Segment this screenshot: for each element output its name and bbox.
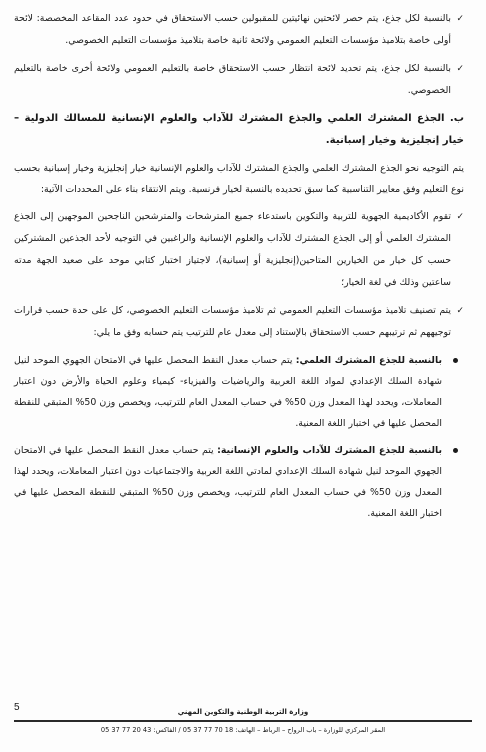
bullet-dot-icon — [453, 358, 458, 363]
check-item-written-exam — [14, 206, 464, 294]
check-mark-icon: ✓ — [456, 306, 464, 316]
section-b-intro: يتم التوجيه نحو الجذع المشترك العلمي والجذع المشترك للآداب والعلوم الإنسانية خيار إنجليزية وخيار إسبانية بحسب نوع التعليم وفق معايير التناسبية كما سبق تحديده بالنسبة لخيار فرنسية. ويتم الانتقاء بناء على المحددات الآتية: — [14, 163, 464, 195]
bullet-item-text: يتم حساب معدل النقط المحصل عليها في الامتحان الجهوي الموحد لنيل شهادة السلك الإعدادي لمادتي اللغة العربية والاجتماعيات دون اعتبار المعاملات، ويحدد لهذا المعدل وزن 50% في حساب المعدل العام للترتيب، ويخصص وزن 50% المتبقي للنقطة المحصل عليها في اختبار اللغة المعنية. — [14, 445, 442, 519]
bullet-item-body — [14, 350, 442, 434]
check-item-text: تقوم الأكاديمية الجهوية للتربية والتكوين باستدعاء جميع المترشحات والمترشحين الناجحين الموجهين إلى الجذع المشترك العلمي أو إلى الجذع المشترك للآداب والعلوم الإنسانية والراغبين في التوجيه لأحد الجذعين المشتركين حسب كل خيار من الخيارين المتاحين(إنجليزية أو إسبانية)، لاجتياز اختبار كتابي موحد على صعيد الجهة مدته ساعتين وذلك في لغة الخيار؛ — [14, 211, 451, 288]
check-item-waiting-list — [14, 58, 464, 102]
check-mark-icon: ✓ — [456, 64, 464, 74]
footer-ministry-name: وزارة التربية الوطنية والتكوين المهني — [177, 708, 309, 716]
bullet-item-lead: بالنسبة للجذع المشترك العلمي: — [295, 355, 442, 366]
section-b-heading: ب. الجذع المشترك العلمي والجذع المشترك للآداب والعلوم الإنسانية للمسالك الدولية – خيار إنجليزية وخيار إسبانية. — [14, 113, 464, 146]
bullet-dot-icon — [453, 448, 458, 453]
bullet-item-text: يتم حساب معدل النقط المحصل عليها في الامتحان الجهوي الموحد لنيل شهادة السلك الإعدادي لمواد اللغة العربية والرياضيات والفيزياء- كيمياء وعلوم الحياة والأرض دون اعتبار المعاملات، ويحدد لهذا المعدل وزن 50% في حساب المعدل العام للترتيب، ويخصص وزن 50% المتبقي للنقطة المحصل عليها في اختبار اللغة المعنية. — [14, 355, 442, 429]
check-mark-icon: ✓ — [456, 14, 464, 24]
check-mark-icon: ✓ — [456, 212, 464, 222]
bullet-item-humanities-stream — [14, 440, 464, 524]
page-number: 5 — [14, 702, 20, 713]
check-item-text: بالنسبة لكل جذع، يتم حصر لائحتين نهائيتين للمقبولين حسب الاستحقاق في حدود عدد المقاعد المخصصة: لائحة أولى خاصة بتلاميذ مؤسسات التعليم العمومي ولائحة ثانية خاصة بتلاميذ مؤسسات التعليم الخصوصي. — [14, 13, 451, 46]
bullet-item-lead: بالنسبة للجذع المشترك للآداب والعلوم الإنسانية: — [217, 445, 443, 456]
page-content — [14, 8, 464, 524]
page-footer — [14, 702, 472, 750]
check-item-text: يتم تصنيف تلاميذ مؤسسات التعليم العمومي ثم تلاميذ مؤسسات التعليم الخصوصي، كل على حدة حسب قرارات توجيههم ثم ترتيبهم حسب الاستحقاق بالإستناد إلى معدل عام للترتيب يتم حسابه وفق ما يلي: — [14, 305, 451, 338]
footer-divider — [14, 720, 472, 722]
check-item-classification — [14, 300, 464, 344]
check-item-text: بالنسبة لكل جذع، يتم تحديد لائحة انتظار حسب الاستحقاق خاصة بالتعليم العمومي ولائحة أخرى خاصة بالتعليم الخصوصي. — [14, 63, 451, 96]
bullet-item-body — [14, 440, 442, 524]
bullet-item-science-stream — [14, 350, 464, 434]
footer-address: المقر المركزي للوزارة – باب الرواح – الرباط – الهاتف: 18 70 77 37 05 / الفاكس: 43 20 77 37 05 — [100, 726, 386, 734]
check-item-final-lists — [14, 8, 464, 52]
